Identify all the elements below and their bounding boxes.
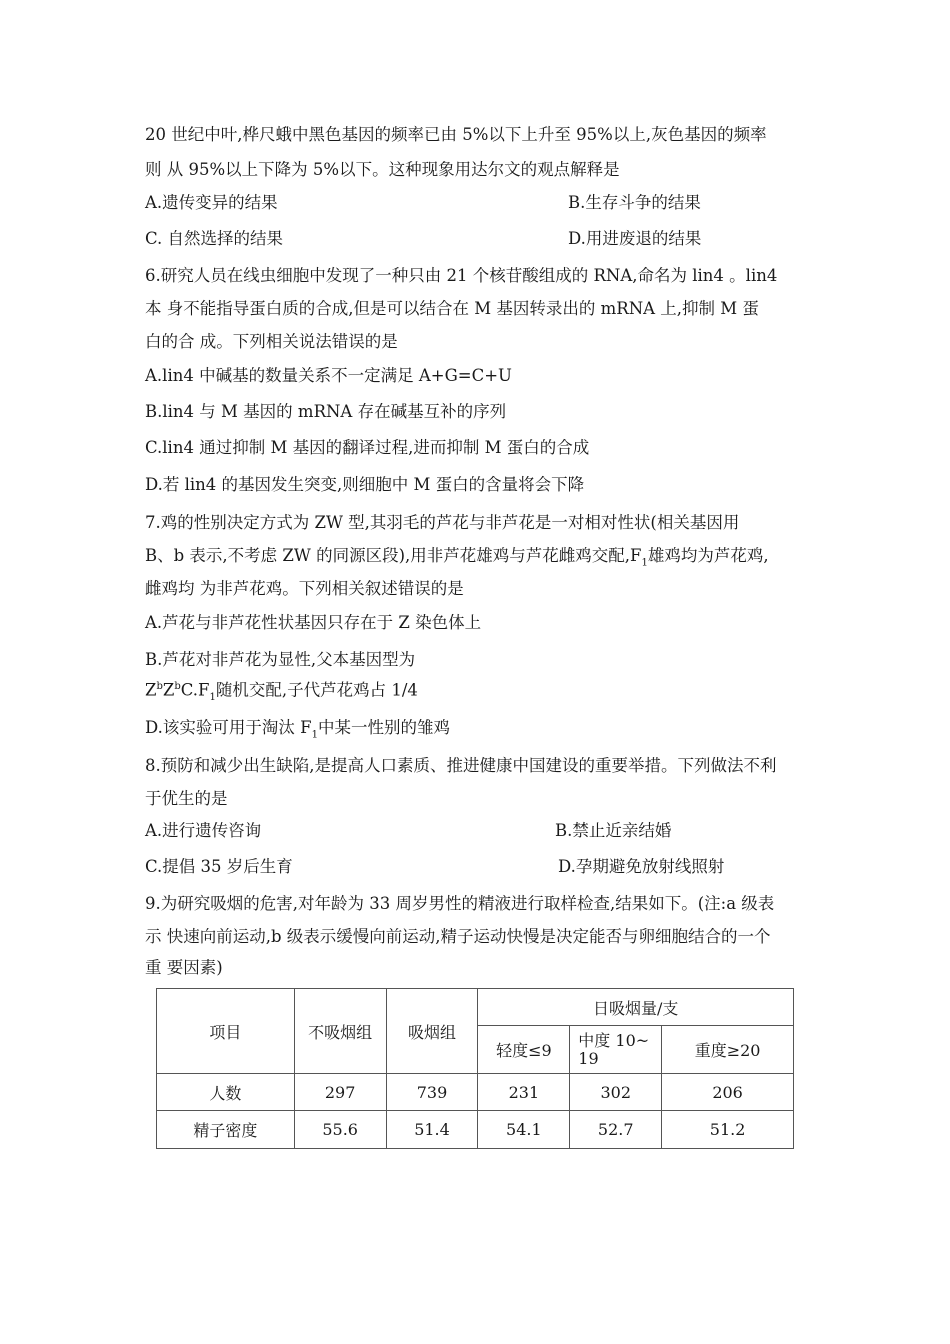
q7-stem-line1: 7.鸡的性别决定方式为 ZW 型,其羽毛的芦花与非芦花是一对相对性状(相关基因用 xyxy=(145,513,740,532)
q5-stem-line2: 则 从 95%以上下降为 5%以下。这种现象用达尔文的观点解释是 xyxy=(145,160,620,179)
q8-option-d: D.孕期避免放射线照射 xyxy=(558,857,725,876)
q7-option-c-sub: 1 xyxy=(209,691,216,703)
genotype-b1: b xyxy=(156,681,163,692)
table-row xyxy=(157,1111,794,1149)
table-cell: 297 xyxy=(294,1074,386,1111)
q6-option-c: C.lin4 通过抑制 M 基因的翻译过程,进而抑制 M 蛋白的合成 xyxy=(145,438,590,457)
table-cell: 739 xyxy=(386,1074,478,1111)
header-item: 项目 xyxy=(157,989,295,1074)
table-cell: 54.1 xyxy=(478,1111,570,1149)
q7-line2-sub: 1 xyxy=(641,557,648,569)
q7-option-c-prefix: C.F xyxy=(180,680,210,700)
q7-stem-line2 xyxy=(145,545,810,574)
row-label: 精子密度 xyxy=(157,1111,295,1149)
genotype-z2: Z xyxy=(162,680,175,700)
smoking-sperm-table xyxy=(156,988,794,1149)
q7-option-d-prefix: D.该实验可用于淘汰 F xyxy=(145,718,312,737)
q7-line2-tail: 雄鸡均为芦花鸡, xyxy=(647,546,769,565)
table-header-row xyxy=(157,989,794,1026)
header-light: 轻度≤9 xyxy=(478,1026,570,1074)
table-cell: 206 xyxy=(662,1074,794,1111)
q8-options-row2 xyxy=(145,856,810,878)
q8-option-a: A.进行遗传咨询 xyxy=(145,821,262,840)
q5-stem-line1: 20 世纪中叶,桦尺蛾中黑色基因的频率已由 5%以下上升至 95%以上,灰色基因的频率 xyxy=(145,125,767,144)
header-heavy: 重度≥20 xyxy=(662,1026,794,1074)
table-cell: 51.4 xyxy=(386,1111,478,1149)
table-cell: 55.6 xyxy=(294,1111,386,1149)
genotype-b2: b xyxy=(174,681,181,692)
q7-option-c-text: 随机交配,子代芦花鸡占 1/4 xyxy=(215,680,418,700)
header-moderate: 中度 10~ 19 xyxy=(570,1026,662,1074)
table-cell: 51.2 xyxy=(662,1111,794,1149)
genotype-z1: Z xyxy=(145,680,157,700)
q6-option-a: A.lin4 中碱基的数量关系不一定满足 A+G=C+U xyxy=(145,366,512,385)
q5-options-row2 xyxy=(145,228,810,250)
header-smoker: 吸烟组 xyxy=(386,989,478,1074)
q8-options-row1 xyxy=(145,820,810,842)
table-cell: 52.7 xyxy=(570,1111,662,1149)
q7-option-d-text: 中某一性别的雏鸡 xyxy=(317,718,450,737)
q7-option-bc xyxy=(145,676,810,709)
q9-stem-line1: 9.为研究吸烟的危害,对年龄为 33 周岁男性的精液进行取样检查,结果如下。(注:a 级表 xyxy=(145,894,775,913)
header-daily-amount: 日吸烟量/支 xyxy=(478,989,794,1026)
q9-stem-line3: 重 要因素) xyxy=(145,958,223,977)
q6-stem-line1: 6.研究人员在线虫细胞中发现了一种只由 21 个核苷酸组成的 RNA,命名为 lin4 。lin4 xyxy=(145,266,778,285)
q6-option-b: B.lin4 与 M 基因的 mRNA 存在碱基互补的序列 xyxy=(145,402,507,421)
q6-stem-line3: 白的合 成。下列相关说法错误的是 xyxy=(145,332,398,351)
header-nonsmoker: 不吸烟组 xyxy=(294,989,386,1074)
q5-option-c: C. 自然选择的结果 xyxy=(145,229,284,248)
q7-option-a: A.芦花与非芦花性状基因只存在于 Z 染色体上 xyxy=(145,613,482,632)
q6-stem-line2: 本 身不能指导蛋白质的合成,但是可以结合在 M 基因转录出的 mRNA 上,抑制 M 蛋 xyxy=(145,299,759,318)
table-cell: 302 xyxy=(570,1074,662,1111)
q5-option-d: D.用进废退的结果 xyxy=(568,229,702,248)
q5-options-row1 xyxy=(145,192,810,214)
q7-option-b: B.芦花对非芦花为显性,父本基因型为 xyxy=(145,650,416,669)
table-row xyxy=(157,1074,794,1111)
q5-option-a: A.遗传变异的结果 xyxy=(145,193,278,212)
q8-stem-line2: 于优生的是 xyxy=(145,789,228,808)
table-cell: 231 xyxy=(478,1074,570,1111)
row-label: 人数 xyxy=(157,1074,295,1111)
q5-option-b: B.生存斗争的结果 xyxy=(568,193,701,212)
q9-stem-line2: 示 快速向前运动,b 级表示缓慢向前运动,精子运动快慢是决定能否与卵细胞结合的一个 xyxy=(145,927,771,946)
q8-option-c: C.提倡 35 岁后生育 xyxy=(145,857,293,876)
q7-stem-line3: 雌鸡均 为非芦花鸡。下列相关叙述错误的是 xyxy=(145,579,464,598)
q8-stem-line1: 8.预防和减少出生缺陷,是提高人口素质、推进健康中国建设的重要举措。下列做法不利 xyxy=(145,756,777,775)
q8-option-b: B.禁止近亲结婚 xyxy=(555,821,672,840)
q7-option-d-sub: 1 xyxy=(311,729,318,741)
q7-line2-text: B、b 表示,不考虑 ZW 的同源区段),用非芦花雄鸡与芦花雌鸡交配,F xyxy=(145,546,642,565)
q6-option-d: D.若 lin4 的基因发生突变,则细胞中 M 蛋白的含量将会下降 xyxy=(145,475,585,494)
q7-option-d xyxy=(145,717,810,746)
